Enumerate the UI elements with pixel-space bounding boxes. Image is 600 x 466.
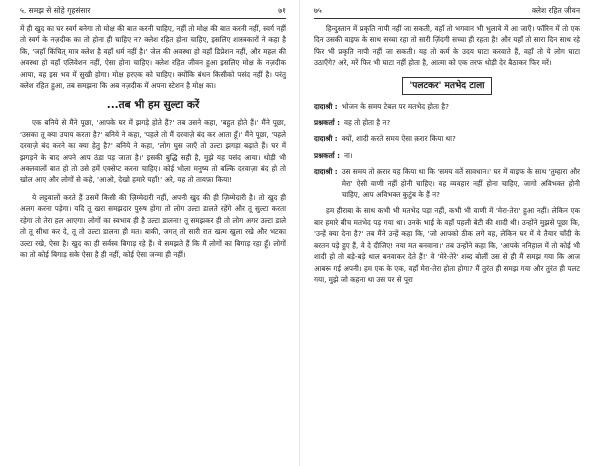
dialogue-speaker: प्रश्नकर्ता : [314,118,341,128]
right-book-title: क्लेश रहित जीवन [531,6,580,15]
dialogue-block [314,101,580,201]
dialogue-text: ना। [344,150,353,160]
right-paragraph-2: हम हीराबा के साथ कभी भी मतभेद पड़ा नहीं, कभी भी वाणी में 'मेरा-तेरा' हुआ नहीं। लेकिन एक बार हमारे बीच मतभेद पड़ गया था। उनके भाई के वहाँ पहली बेटी की शादी थी। उन्होंने मुझसे पूछा कि, 'उन्हें क्या देना है?' तब मैंने उन्हें कहा कि, 'जो आपको ठीक लगे वह, लेकिन घर में ये तैयार चाँदी के बरतन पड़े हुए हैं, वे दे दीजिए! नया मत बनवाना।' तब उन्होंने कहा कि, 'आपके ननिहाल में तो कोई भी शादी हो तो बड़े-बड़े थाल बनवाकर देते हैं!' वे 'मेरे-तेरे' शब्द बोलीं उस से ही मैं समझ गया कि आज आबरू गई अपनी। हम एक के एक, वहाँ मेरा-तेरा होता होगा? मैं तुरंत ही समझ गया और तुरंत ही पलट गया, मुझे जो कहना था उस पर से पूरा [314,206,580,284]
left-running-head [20,6,286,19]
right-section-heading [314,77,580,95]
left-paragraph-1: में ही खुद का घर स्वर्ग बनेगा तो मोक्ष की बात करनी चाहिए, नहीं तो मोक्ष की बात करनी नहीं, स्वर्ग नहीं तो स्वर्ग के नज़दीक का तो होना ही चाहिए न? क्लेश रहित होना चाहिए, इसलिए शास्त्रकारों ने कहा है कि, 'जहाँ किंचित् मात्र क्लेश है वहाँ धर्म नहीं है।' जेल की अवस्था हो वहाँ डिप्रेशन नहीं, और महल की अवस्था हो वहाँ एलिवेशन नहीं, ऐसा होना चाहिए। क्लेश रहित जीवन हुआ इसलिए मोक्ष के नज़दीक आया, वह इस भव में सुखी होगा। मोक्ष हरएक को चाहिए। क्योंकि बंधन किसीको पसंद नहीं है। परंतु क्लेश रहित हुआ, तब समझना कि अब नज़दीक में अपना स्टेशन है मोक्ष का। [20,24,286,91]
dialogue-line [314,133,580,144]
dialogue-text: उस समय तो क़रार यह किया था कि 'समय वर्ते सावधान।' घर में वाइफ के साथ 'तुम्हारा और मेरा' ऐसी वाणी नहीं होनी चाहिए। वह व्यवहार नहीं होना चाहिए, जागो अविभक्त होनी चाहिए, आप अविभक्त कुटुंब के हैं न? [341,167,580,200]
right-running-head [314,6,580,19]
dialogue-speaker: दादाश्री : [314,101,338,111]
left-page-number: ७१ [278,6,286,15]
dialogue-text: वह तो होता है न? [344,118,391,128]
dialogue-text: भोजन के समय टेबल पर मतभेद होता है? [341,101,449,111]
left-paragraph-2: एक बनिये से मैंने पूछा, 'आपके घर में झगड़े होते हैं?' तब उसने कहा, 'बहुत होते हैं।' मैंने पूछा, 'उसका तू क्या उपाय करता है?' बनिये ने कहा, 'पहले तो मैं दरवाज़े बंद कर आता हूँ।' मैंने पूछा, 'पहले दरवाज़े बंद करने का क्या हेतु है?' बनिये ने कहा, 'लोग घुस जाएँ तो उल्टा झगड़ा बढ़ाते हैं। घर में झगड़ने के बाद अपने आप ठंडा पड़ जाता है।' इसकी बुद्धि सही है, मुझे यह पसंद आया। थोड़ी भी अक्लवालों बात हो तो उसे हमें एक्सेप्ट करना चाहिए। कोई भोला मनुष्य तो बल्कि दरवाज़ा बंद हो तो खोल आए और लोगों से कहे, 'आओ, देखो हमारे यहाँ!' अरे, यह तो तायफ़ा किया! [20,118,286,185]
dialogue-line [314,150,580,161]
left-page [0,0,298,466]
dialogue-speaker: प्रश्नकर्ता : [314,150,341,160]
right-page-number: ७५ [314,6,322,15]
dialogue-line [314,101,580,112]
right-paragraph-1: हिन्दुस्तान में प्रकृति नापी नहीं जा सकती, वहाँ तो भगवान भी भुलावे में आ जाएँ। फॉरिन में तो एक दिन उसकी वाइफ के साथ सच्चा रहा तो सारी ज़िंदगी सच्चा ही रहता है! और यहाँ तो सारा दिन साथ रहे फिर भी प्रकृति नापी नहीं जा सकती। यह तो कर्म के उदय घाटा करवाते हैं, वहाँ तो ये लोग घाटा उठाएँगे? अरे, मरें फिर भी घाटा नहीं होता है, आत्मा को एक तरफ थोड़ी देर बैठाकर फिर मरें। [314,24,580,68]
left-section-heading: ...तब भी हम सुल्टा करें [106,99,200,112]
dialogue-line [314,166,580,200]
left-chapter-title: ५. समझ से सोहे गृहसंसार [20,6,91,15]
right-section-heading-text: 'पलटकर' मतभेद टाला [402,77,491,95]
dialogue-text: क्यों, शादी करते समय ऐसा क़रार किया था? [341,134,456,144]
page-gutter [299,0,300,466]
left-paragraph-3: ये लट्टवालों करते हैं उसमें किसी की ज़िम्मेदारी नहीं, अपनी खुद की ही ज़िम्मेदारी है। तो खुद ही अलग करना पड़ेगा। यदि तू खरा समझदार पुरुष होगा तो लोग उल्टा डालते रहेंगे और तू सुल्टा करता रहेगा तो तेरा हल आएगा। लोगों का स्वभाव ही है उल्टा डालना! तू समझकर ही तो लोग अगर उल्टा डाले तो तू सीधा कर दे, तू तो उल्टा डालना ही मत। बाकी, जगत् तो सारी रात खत्म खुला रखे और भटका उल्टा रखे, ऐसा है। खुद का ही सर्वस्व बिगाड़ रहे हैं। ये समझते हैं कि मैं लोगों का बिगाड़ रहा हूँ। लोगों का तो कोई बिगाड़ सके ऐसा है ही नहीं, कोई ऐसा जन्मा ही नहीं। [20,192,286,259]
dialogue-line [314,117,580,128]
dialogue-speaker: दादाश्री : [314,167,338,177]
right-page [302,0,600,466]
dialogue-speaker: दादाश्री : [314,134,338,144]
